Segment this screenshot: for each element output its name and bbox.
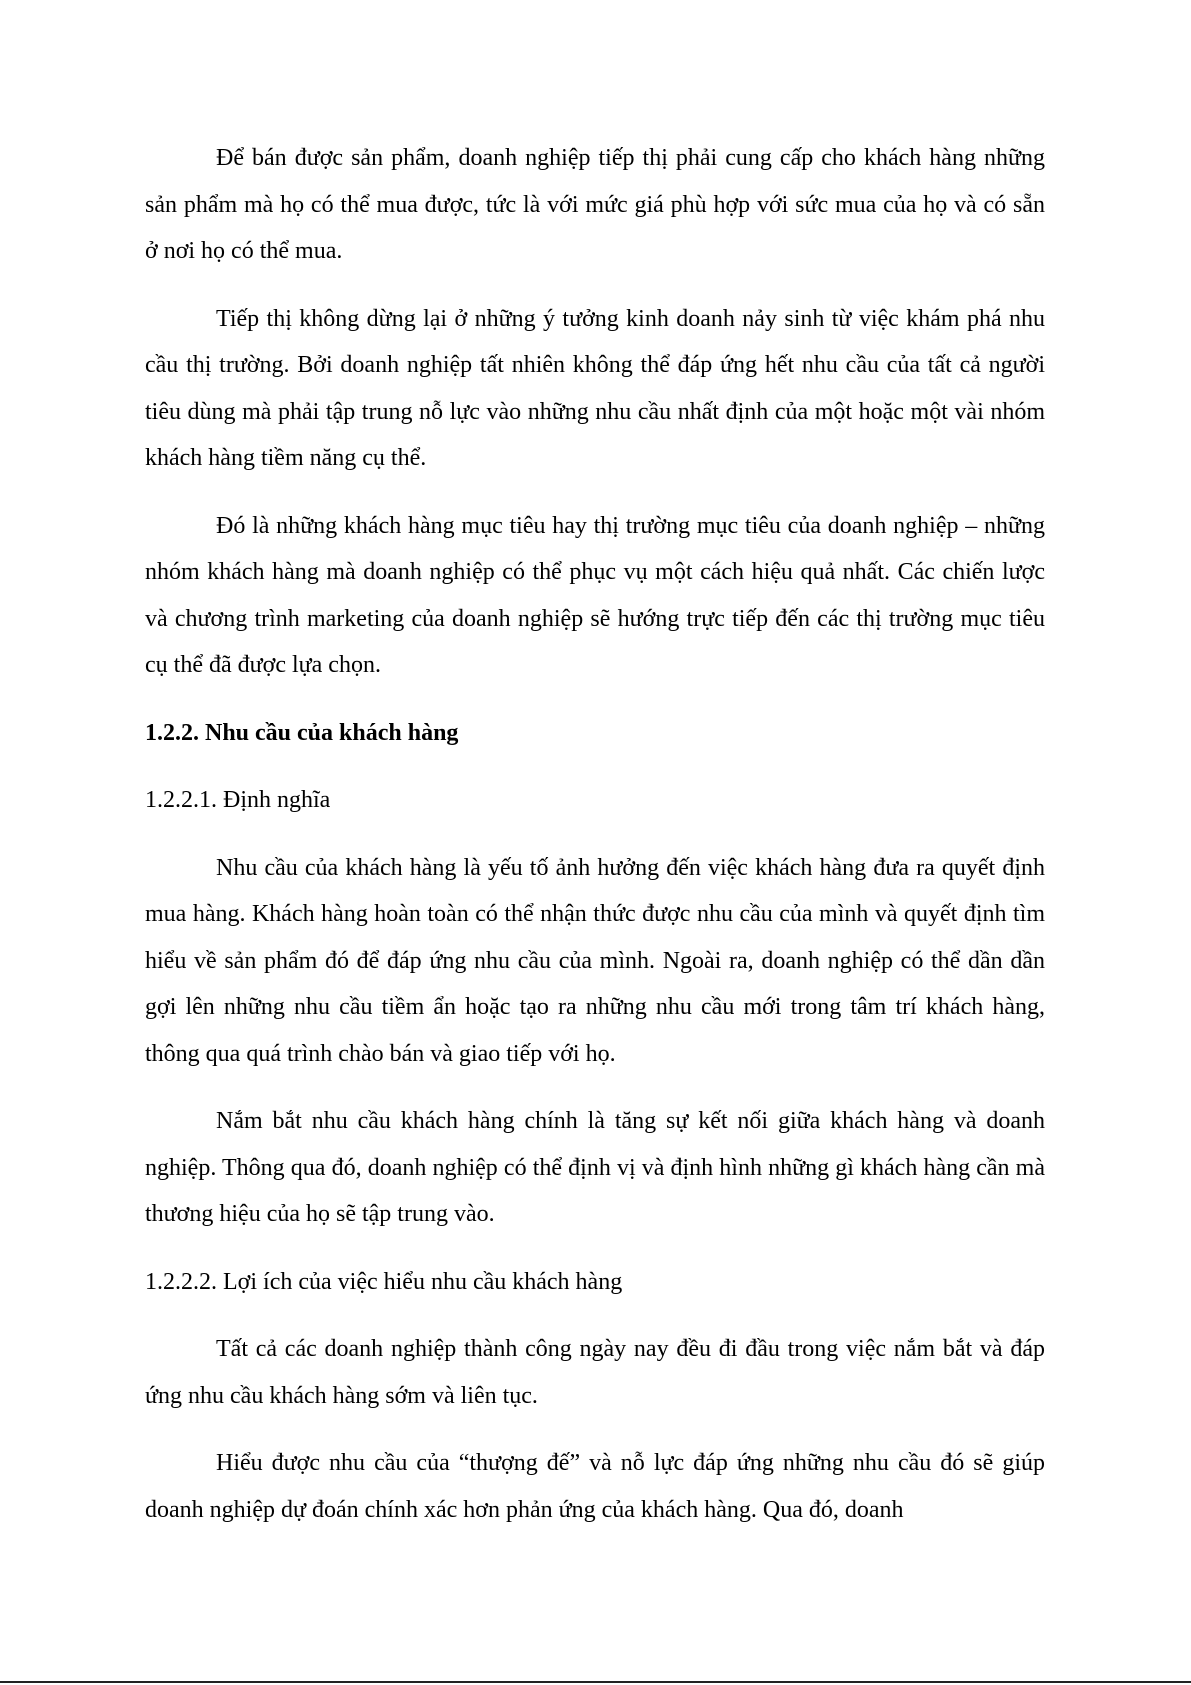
subsection-heading-benefits: 1.2.2.2. Lợi ích của việc hiểu nhu cầu khách hàng — [145, 1268, 623, 1295]
paragraph-needs-definition: Nhu cầu của khách hàng là yếu tố ảnh hưởng đến việc khách hàng đưa ra quyết định mua hàng. Khách hàng hoàn toàn có thể nhận thức được nhu cầu của mình và quyết định tìm hiểu về sản phẩm đó để đáp ứng nhu cầu của mình. Ngoài ra, doanh nghiệp có thể dần dần gợi lên những nhu cầu tiềm ẩn hoặc tạo ra những nhu cầu mới trong tâm trí khách hàng, thông qua quá trình chào bán và giao tiếp với họ. — [145, 854, 1045, 1067]
section-heading-customer-needs: 1.2.2. Nhu cầu của khách hàng — [145, 719, 459, 746]
page-bottom-rule — [0, 1681, 1191, 1683]
paragraph-product-availability: Để bán được sản phẩm, doanh nghiệp tiếp thị phải cung cấp cho khách hàng những sản phẩm mà họ có thể mua được, tức là với mức giá phù hợp với sức mua của họ và có sẵn ở nơi họ có thể mua. — [145, 145, 1045, 264]
paragraph-target-customers: Đó là những khách hàng mục tiêu hay thị trường mục tiêu của doanh nghiệp – những nhóm khách hàng mà doanh nghiệp có thể phục vụ một cách hiệu quả nhất. Các chiến lược và chương trình marketing của doanh nghiệp sẽ hướng trực tiếp đến các thị trường mục tiêu cụ thể đã được lựa chọn. — [145, 512, 1045, 678]
paragraph-needs-connection: Nắm bắt nhu cầu khách hàng chính là tăng sự kết nối giữa khách hàng và doanh nghiệp. Thông qua đó, doanh nghiệp có thể định vị và định hình những gì khách hàng cần mà thương hiệu của họ sẽ tập trung vào. — [145, 1108, 1045, 1227]
paragraph-market-needs: Tiếp thị không dừng lại ở những ý tưởng kinh doanh nảy sinh từ việc khám phá nhu cầu thị trường. Bởi doanh nghiệp tất nhiên không thể đáp ứng hết nhu cầu của tất cả người tiêu dùng mà phải tập trung nỗ lực vào những nhu cầu nhất định của một hoặc một vài nhóm khách hàng tiềm năng cụ thể. — [145, 305, 1045, 471]
paragraph-understanding-customers: Hiểu được nhu cầu của “thượng đế” và nỗ lực đáp ứng những nhu cầu đó sẽ giúp doanh nghiệp dự đoán chính xác hơn phản ứng của khách hàng. Qua đó, doanh — [145, 1450, 1045, 1523]
document-page — [145, 135, 1045, 1554]
paragraph-successful-businesses: Tất cả các doanh nghiệp thành công ngày nay đều đi đầu trong việc nắm bắt và đáp ứng nhu cầu khách hàng sớm và liên tục. — [145, 1336, 1045, 1409]
subsection-heading-definition: 1.2.2.1. Định nghĩa — [145, 787, 331, 813]
